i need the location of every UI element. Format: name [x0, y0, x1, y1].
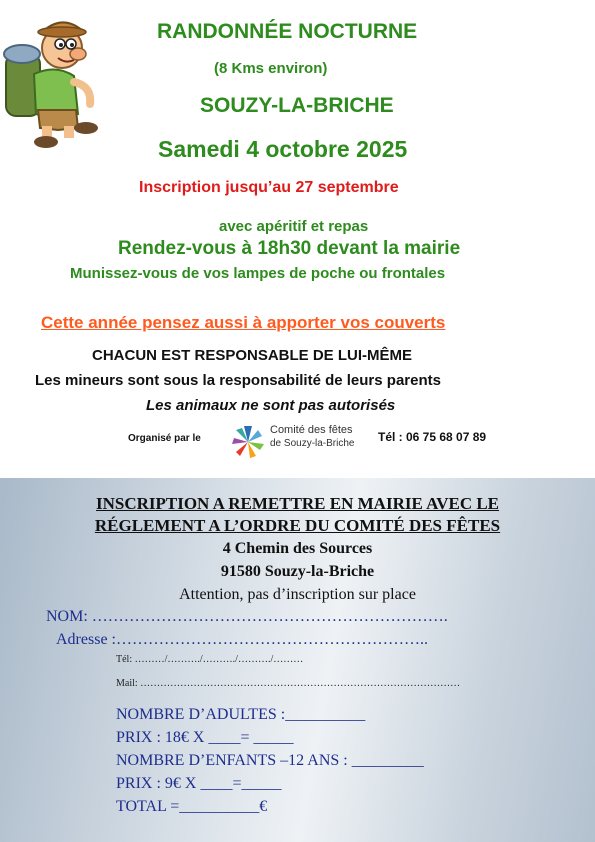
- form-title-line1: INSCRIPTION A REMETTRE EN MAIRIE AVEC LE: [95, 494, 500, 513]
- logo-name-line2: de Souzy-la-Briche: [270, 438, 355, 449]
- address-line1: 4 Chemin des Sources: [222, 540, 373, 557]
- form-title-line2: RÉGLEMENT A L’ORDRE DU COMITÉ DES FÊTES: [94, 516, 501, 535]
- page-title: RANDONNÉE NOCTURNE: [157, 20, 418, 43]
- address-line2: 91580 Souzy-la-Briche: [220, 563, 375, 580]
- registration-deadline: Inscription jusqu’au 27 septembre: [139, 179, 399, 196]
- lamps-text: Munissez-vous de vos lampes de poche ou frontales: [70, 265, 446, 282]
- distance-text: (8 Kms environ): [214, 60, 328, 77]
- event-date: Samedi 4 octobre 2025: [158, 136, 408, 162]
- total-field[interactable]: TOTAL =__________€: [116, 798, 268, 815]
- cutlery-reminder: Cette année pensez aussi à apporter vos couverts: [41, 313, 446, 332]
- mail-field[interactable]: Mail: ……………………………………………………………………………………: [116, 678, 461, 689]
- adults-count-field[interactable]: NOMBRE D’ADULTES :__________: [116, 706, 366, 723]
- address-field[interactable]: Adresse :…………………………………………………..: [56, 631, 428, 648]
- committee-logo-icon: [228, 420, 268, 460]
- aperitif-text: avec apéritif et repas: [219, 218, 369, 235]
- responsibility-text: CHACUN EST RESPONSABLE DE LUI-MÊME: [92, 347, 413, 364]
- name-field[interactable]: NOM: ………………………………………………………….: [46, 608, 448, 625]
- child-price-field[interactable]: PRIX : 9€ X ____=_____: [116, 775, 282, 792]
- phone-field[interactable]: Tél: ………/………./………./………./………: [116, 654, 304, 665]
- children-count-field[interactable]: NOMBRE D’ENFANTS –12 ANS : _________: [116, 752, 424, 769]
- hiker-mascot-icon: [0, 10, 104, 150]
- minors-text: Les mineurs sont sous la responsabilité de leurs parents: [35, 372, 441, 389]
- registration-form: [0, 478, 595, 842]
- logo-name-line1: Comité des fêtes: [270, 424, 353, 436]
- form-notice: Attention, pas d’inscription sur place: [179, 586, 416, 603]
- animals-text: Les animaux ne sont pas autorisés: [146, 397, 396, 414]
- phone-number: Tél : 06 75 68 07 89: [378, 430, 487, 444]
- adult-price-field[interactable]: PRIX : 18€ X ____= _____: [116, 729, 294, 746]
- organizer-label: Organisé par le: [128, 433, 201, 444]
- meeting-text: Rendez-vous à 18h30 devant la mairie: [118, 238, 461, 259]
- place-name: SOUZY-LA-BRICHE: [200, 94, 394, 117]
